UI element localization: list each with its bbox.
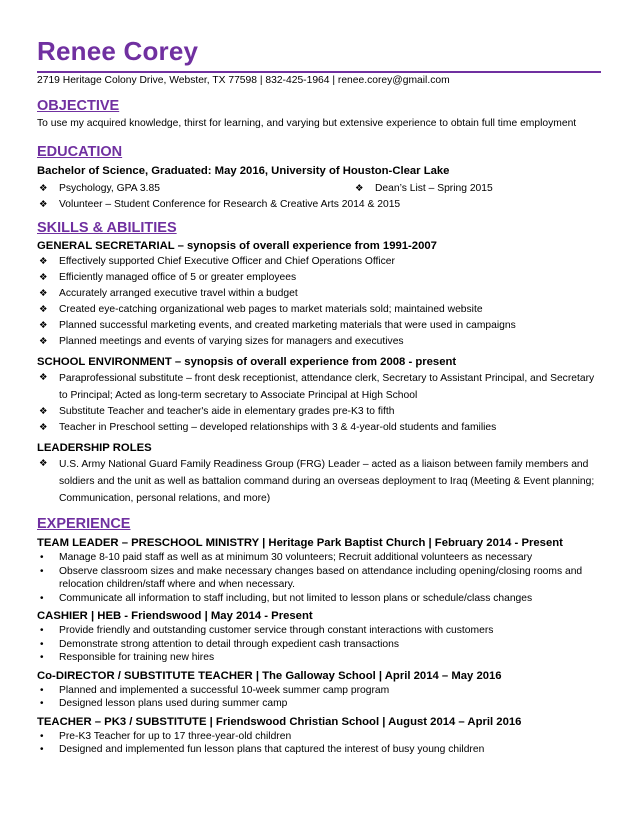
skill-group-title: LEADERSHIP ROLES	[37, 442, 152, 454]
diamond-bullet-icon: ❖	[39, 288, 48, 299]
list-item	[37, 334, 601, 350]
list-item-line: Planned meetings and events of varying sizes for managers and executives	[59, 336, 404, 347]
list-item	[37, 624, 601, 638]
diamond-bullet-icon: ❖	[39, 372, 48, 383]
diamond-bullet-icon: ❖	[39, 422, 48, 433]
list-item	[37, 404, 601, 420]
list-item-line: Substitute Teacher and teacher's aide in elementary grades pre-K3 to fifth	[59, 406, 395, 417]
list-item: ❖ Dean’s List – Spring 2015	[353, 181, 493, 197]
objective-section	[37, 97, 601, 131]
bullet-icon: •	[40, 592, 44, 604]
diamond-bullet-icon: ❖	[39, 320, 48, 331]
list-item-line: relocation children/staff where and when necessary.	[59, 579, 296, 590]
list-item-line: Responsible for training new hires	[59, 652, 215, 663]
education-section	[37, 143, 601, 213]
list-item-line: to Principal; Acted as long-term secretary to Associate Principal at High School	[59, 390, 418, 401]
candidate-name: Renee Corey	[37, 36, 199, 66]
bullet-icon: •	[40, 625, 44, 636]
skill-group-title: GENERAL SECRETARIAL – synopsis of overall experience from 1991-2007	[37, 240, 437, 252]
list-item	[37, 456, 601, 507]
job-title: TEACHER – PK3 / SUBSTITUTE | Friendswood Christian School | August 2014 – April 2016	[37, 715, 522, 728]
list-item	[37, 286, 601, 302]
list-item-line: Designed and implemented fun lesson plans that captured the interest of busy young children	[59, 744, 485, 755]
diamond-bullet-icon: ❖	[39, 183, 48, 194]
list-item-line: Efficiently managed office of 5 or greater employees	[59, 272, 297, 283]
skill-group-title: SCHOOL ENVIRONMENT – synopsis of overall experience from 2008 - present	[37, 356, 457, 368]
list-item: ❖ Volunteer – Student Conference for Research & Creative Arts 2014 & 2015	[37, 197, 601, 213]
list-item-line: Pre-K3 Teacher for up to 17 three-year-old children	[59, 730, 292, 742]
bullet-icon: •	[40, 552, 44, 563]
list-item-line: Manage 8-10 paid staff as well as at minimum 30 volunteers; Recruit additional volunteers as necessary	[59, 552, 533, 563]
experience-heading: EXPERIENCE	[37, 516, 131, 532]
list-item-line: U.S. Army National Guard Family Readiness Group (FRG) Leader – acted as a liaison between family members and	[59, 459, 589, 470]
bullet-icon: •	[40, 684, 44, 696]
list-item	[37, 697, 601, 711]
diamond-bullet-icon: ❖	[39, 304, 48, 315]
education-row	[37, 181, 601, 197]
bullet-icon: •	[40, 730, 44, 742]
list-item-line: Paraprofessional substitute – front desk receptionist, attendance clerk, Secretary to Assistant Principal, and Secretary	[59, 373, 595, 384]
job-title: CASHIER | HEB - Friendswood | May 2014 - Present	[37, 610, 313, 622]
experience-section	[37, 515, 601, 757]
list-item-line: Planned successful marketing events, and created marketing materials that were used in campaigns	[59, 320, 516, 331]
list-item-line: soldiers and the unit as well as battalion command during an overseas deployment to Iraq (Meeting & Event planning;	[59, 476, 595, 487]
diamond-bullet-icon: ❖	[39, 199, 48, 210]
list-item	[37, 743, 601, 757]
list-item-line: Created eye-catching organizational web pages to market materials sold; maintained website	[59, 304, 483, 315]
diamond-bullet-icon: ❖	[355, 183, 364, 194]
list-item-line: Designed lesson plans used during summer camp	[59, 698, 288, 709]
job-title: Co-DIRECTOR / SUBSTITUTE TEACHER | The Galloway School | April 2014 – May 2016	[37, 669, 502, 682]
experience-jobs	[37, 536, 601, 757]
list-item	[37, 592, 601, 606]
diamond-bullet-icon: ❖	[39, 458, 48, 469]
diamond-bullet-icon: ❖	[39, 272, 48, 283]
job-title: TEAM LEADER – PRESCHOOL MINISTRY | Heritage Park Baptist Church | February 2014 - Present	[37, 537, 563, 549]
list-item	[37, 270, 601, 286]
objective-heading: OBJECTIVE	[37, 98, 120, 114]
degree-line: Bachelor of Science, Graduated: May 2016, University of Houston-Clear Lake	[37, 165, 450, 177]
objective-text: To use my acquired knowledge, thirst for learning, and varying but extensive experience to obtain full time employment	[37, 118, 577, 129]
list-item	[37, 420, 601, 436]
list-item-line: Accurately arranged executive travel within a budget	[59, 288, 298, 299]
education-heading: EDUCATION	[37, 144, 123, 160]
list-item	[37, 370, 601, 404]
skills-section	[37, 219, 601, 507]
list-item	[37, 565, 601, 592]
list-item-line: Demonstrate strong attention to detail through expedient cash transactions	[59, 638, 400, 650]
list-item-line: Observe classroom sizes and make necessary changes based on attendance including opening/closing rooms and	[59, 565, 583, 577]
bullet-icon: •	[40, 638, 44, 650]
diamond-bullet-icon: ❖	[39, 406, 48, 417]
header-divider	[37, 71, 601, 73]
list-item	[37, 254, 601, 270]
list-item: ❖ Psychology, GPA 3.85	[37, 181, 601, 197]
list-item	[37, 684, 601, 698]
list-item-line: Communication, personal relations, and more)	[59, 493, 271, 504]
diamond-bullet-icon: ❖	[39, 336, 48, 347]
list-item	[37, 730, 601, 744]
list-item	[37, 551, 601, 565]
list-item	[37, 318, 601, 334]
list-item	[37, 651, 601, 665]
contact-info: 2719 Heritage Colony Drive, Webster, TX 77598 | 832-425-1964 | renee.corey@gmail.com	[37, 75, 450, 86]
list-item-line: Teacher in Preschool setting – developed relationships with 3 & 4-year-old students and families	[59, 422, 497, 433]
diamond-bullet-icon: ❖	[39, 256, 48, 267]
list-item-line: Planned and implemented a successful 10-week summer camp program	[59, 684, 390, 696]
bullet-icon: •	[40, 652, 44, 663]
list-item	[37, 302, 601, 318]
list-item-line: Communicate all information to staff including, but not limited to lesson plans or schedule/class changes	[59, 592, 533, 604]
skills-groups	[37, 239, 601, 507]
list-item-line: Effectively supported Chief Executive Officer and Chief Operations Officer	[59, 256, 395, 267]
list-item-line: Provide friendly and outstanding customer service through constant interactions with customers	[59, 625, 494, 636]
bullet-icon: •	[40, 565, 44, 577]
bullet-icon: •	[40, 744, 44, 755]
list-item	[37, 638, 601, 652]
skills-heading: SKILLS & ABILITIES	[37, 220, 177, 236]
bullet-icon: •	[40, 698, 44, 709]
